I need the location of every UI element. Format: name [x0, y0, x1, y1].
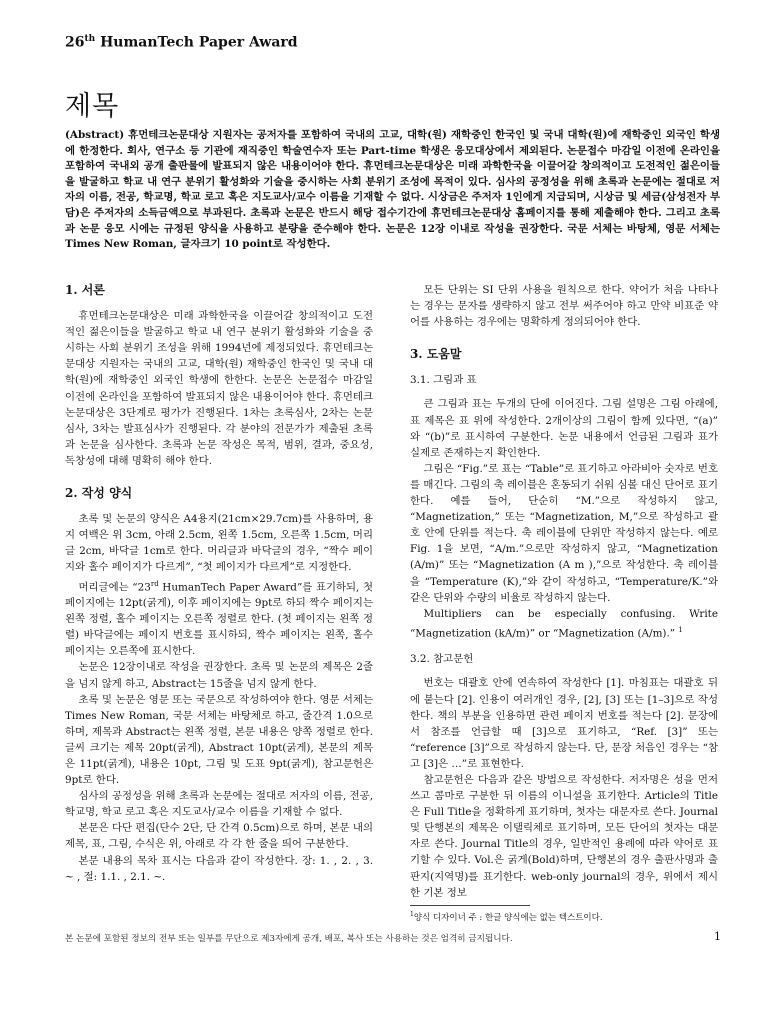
subsection-heading-figures-tables: 3.1. 그림과 표: [410, 374, 477, 387]
subsection-heading-references: 3.2. 참고문헌: [410, 653, 474, 666]
format-paragraph-5: 심사의 공정성을 위해 초록과 논문에는 절대로 저자의 이름, 전공, 학교명, 학교 로고 혹은 지도교사/교수 이름을 기재할 수 없다.: [65, 790, 373, 819]
figures-paragraph-3: [410, 606, 718, 642]
section-heading-help: 3. 도움말: [410, 347, 462, 362]
format-paragraph-7: 본문 내용의 목차 표시는 다음과 같이 작성한다. 장: 1. , 2. , 3. ~ , 절: 1.1. , 2.1. ~.: [65, 854, 373, 883]
footnote-divider: [410, 905, 530, 906]
figures-paragraph-1: 큰 그림과 표는 두개의 단에 이어진다. 그림 설명은 그림 아래에, 표 제목은 표 위에 작성한다. 2개이상의 그림이 함께 있다면, “(a)” 와 “(b)”로 표시하여 구분한다. 논문 내용에서 언급된 그림과 표가 실제로 존재하는지 확인한다.: [410, 398, 718, 459]
format-paragraph-4: 초록 및 논문은 영문 또는 국문으로 작성하여야 한다. 영문 서체는 Times New Roman, 국문 서체는 바탕체로 하고, 줄간격 1.0으로 하며, 제목과 Abstract는 왼쪽 정렬, 본문 내용은 양쪽 정렬로 한다. 글씨 크기는 제목 20pt(굵게), Abstract 10pt(굵게), 본문의 제목은 11pt(굵게), 내용은 10pt, 그림 및 도표 9pt(굵게), 참고문헌은 9pt로 한다.: [65, 693, 373, 787]
abstract: (Abstract) 휴먼테크논문대상 지원자는 공저자를 포함하여 국내의 고교, 대학(원) 재학중인 한국인 및 국내 대학(원)에 재학중인 외국인 학생에 한정한다. 회사, 연구소 등 기관에 재직중인 학술연수자 또는 Part-time 학생은 응모대상에서 제외된다. 논문접수 마감일 이전에 온라인을 포함하여 국내외 공개 출판물에 발표되지 않은 내용이어야 한다. 휴먼테크논문대상은 미래 과학한국을 이끌어갈 창의적이고 도전적인 젊은이들을 발굴하고 학교 내 연구 분위기 활성화와 기술을 중시하는 사회 분위기 조성에 목적이 있다. 심사의 공정성을 위해 초록과 논문에는 절대로 저자의 이름, 전공, 학교명, 학교 로고 혹은 지도교사/교수 이름을 기재할 수 없다. 시상금은 주저자 1인에게 지급되며, 시상금 및 세금(삼성전자 부담)은 주저자의 소득금액으로 부과된다. 초록과 논문은 반드시 해당 접수기간에 휴먼테크논문대상 홈페이지를 통해 제출해야 한다. 그리고 초록과 논문 응모 시에는 규정된 양식을 사용하고 분량을 준수해야 한다. 논문은 12장 이내로 작성을 권장한다. 국문 서체는 바탕체, 영문 서체는 Times New Roman, 글자크기 10 point로 작성한다.: [65, 129, 720, 251]
format-paragraph-2: [65, 576, 373, 660]
left-column: [65, 282, 373, 885]
award-header: [65, 34, 298, 51]
award-number: 26: [65, 34, 85, 51]
format-paragraph-2-sup: rd: [150, 579, 159, 588]
right-column: [410, 282, 718, 924]
footnote-mark: 1: [410, 910, 414, 918]
section-heading-introduction: 1. 서론: [65, 283, 105, 297]
figures-paragraph-3-text: Multipliers can be especially confusing. Write “Magnetization (kA/m)” or “Magnetization (A/m).”: [410, 607, 718, 640]
format-paragraph-2-pre: 머리글에는 “23: [78, 580, 151, 593]
format-paragraph-3: 논문은 12장이내로 작성을 권장한다. 초록 및 논문의 제목은 2줄을 넘지 않게 하고, Abstract는 15줄을 넘지 않게 한다.: [65, 661, 373, 690]
award-number-suffix: th: [84, 34, 96, 44]
format-paragraph-6: 본문은 다단 편집(단수 2단, 단 간격 0.5cm)으로 하며, 본문 내의 제목, 표, 그림, 수식은 위, 아래로 각 각 한 줄을 띄어 구분한다.: [65, 822, 373, 851]
figures-paragraph-2: 그림은 “Fig.”로 표는 “Table”로 표기하고 아라비아 숫자로 번호를 매긴다. 그림의 축 레이블은 혼동되기 쉬워 심볼 대신 단어로 표기한다. 예를 들어, 단순히 “M.”으로 작성하지 않고, “Magnetization,” 또는 “Magnetization, M,”으로 작성하고 괄호 안에 단위를 적는다. 축 레이블에 단위만 작성하지 않는다. 예로 Fig. 1을 보면, “A/m.”으로만 작성하지 않고, “Magnetization (A/m)” 또는 “Magnetization (A m ),”으로 작성한다. 축 레이블을 “Temperature (K),”와 같이 작성하고, “Temperature/K.”와 같은 단위와 수량의 비율로 작성하지 않는다.: [410, 462, 718, 604]
references-paragraph-1: 번호는 대괄호 안에 연속하여 작성한다 [1]. 마침표는 대괄호 뒤에 붙는다 [2]. 인용이 여러개인 경우, [2], [3] 또는 [1–3]으로 작성한다. 책의 부분을 인용하면 관련 페이지 번호를 적는다 [2]. 문장에서 참조를 언급할 때 [3]으로 표기하고, “Ref. [3]” 또는 “reference [3]”으로 작성하지 않는다. 단, 문장 처음인 경우는 “참고 [3]은 …”로 표현한다.: [410, 677, 718, 770]
footnote-text: 양식 디자이너 주 : 한글 양식에는 없는 텍스트이다.: [413, 912, 603, 923]
format-paragraph-2-post: HumanTech Paper Award”를 표기하되, 첫 페이지에는 12pt(굵게), 이후 페이지에는 9pt로 하되 짝수 페이지는 왼쪽 정렬, 홀수 페이지는 오른쪽 정렬로 한다. (첫 페이지는 왼쪽 정렬) 바닥글에는 페이지 번호를 표시하되, 짝수 페이지는 왼쪽, 홀수 페이지는 오른쪽에 표시한다.: [65, 580, 373, 658]
section-heading-format: 2. 작성 양식: [65, 486, 133, 501]
copyright-notice: 본 논문에 포함된 정보의 전부 또는 일부를 무단으로 제3자에게 공개, 배포, 복사 또는 사용하는 것은 엄격히 금지됩니다.: [65, 934, 513, 944]
footnote: [410, 909, 718, 924]
award-name: HumanTech Paper Award: [100, 34, 298, 51]
references-paragraph-2: 참고문헌은 다음과 같은 방법으로 작성한다. 저자명은 성을 먼저 쓰고 콤마로 구분한 뒤 이름의 이니셜을 표기한다. Article의 Title은 Full Title을 정확하게 표기하며, 첫자는 대문자로 쓴다. Journal 및 단행본의 제목은 이탤릭체로 표기하며, 모든 단어의 첫자는 대문자로 쓴다. Journal Title의 경우, 일반적인 용례에 따라 약어로 표기할 수 있다. Vol.은 굵게(Bold)하며, 단행본의 경우 출판사명과 출판지(지역명)를 표기한다. web-only journal의 경우, 위에서 제시한 기본 정보: [410, 774, 718, 899]
introduction-paragraph: 휴먼테크논문대상은 미래 과학한국을 이끌어갈 창의적이고 도전적인 젊은이들을 발굴하고 학교 내 연구 분위기 활성화와 기술을 중시하는 사회 분위기 조성을 위해 1994년에 제정되었다. 휴먼테크논문대상 지원자는 국내의 고교, 대학(원) 재학중인 한국인 및 국내 대학(원)에 재학중인 외국인 학생에 한한다. 논문은 논문접수 마감일 이전에 온라인을 포함하여 발표되지 않은 내용이어야 한다. 휴먼테크논문대상은 3단계로 평가가 진행된다. 1차는 초록심사, 2차는 논문심사, 3차는 발표심사가 진행된다. 각 분야의 전문가가 제출된 초록과 논문을 심사한다. 초록과 논문 작성은 목적, 범위, 결과, 중요성, 독창성에 대해 명확히 해야 한다.: [65, 310, 373, 467]
paper-title: 제목: [65, 91, 120, 122]
format-paragraph-1: 초록 및 논문의 양식은 A4용지(21cm×29.7cm)를 사용하며, 용지 여백은 위 3cm, 아래 2.5cm, 왼쪽 1.5cm, 오른쪽 1.5cm, 머리글 2cm, 바닥글 1cm로 한다. 머리글과 바닥글의 경우, “짝수 페이지와 홀수 페이지가 다르게”, “첫 페이지가 다르게”로 지정한다.: [65, 513, 373, 574]
footnote-reference: 1: [678, 625, 683, 634]
page-number: 1: [714, 930, 721, 943]
units-paragraph: 모든 단위는 SI 단위 사용을 원칙으로 한다. 약어가 처음 나타나는 경우는 문자를 생략하지 않고 전부 써주어야 하고 만약 비표준 약어를 사용하는 경우에는 명확하게 정의되어야 한다.: [410, 284, 718, 329]
